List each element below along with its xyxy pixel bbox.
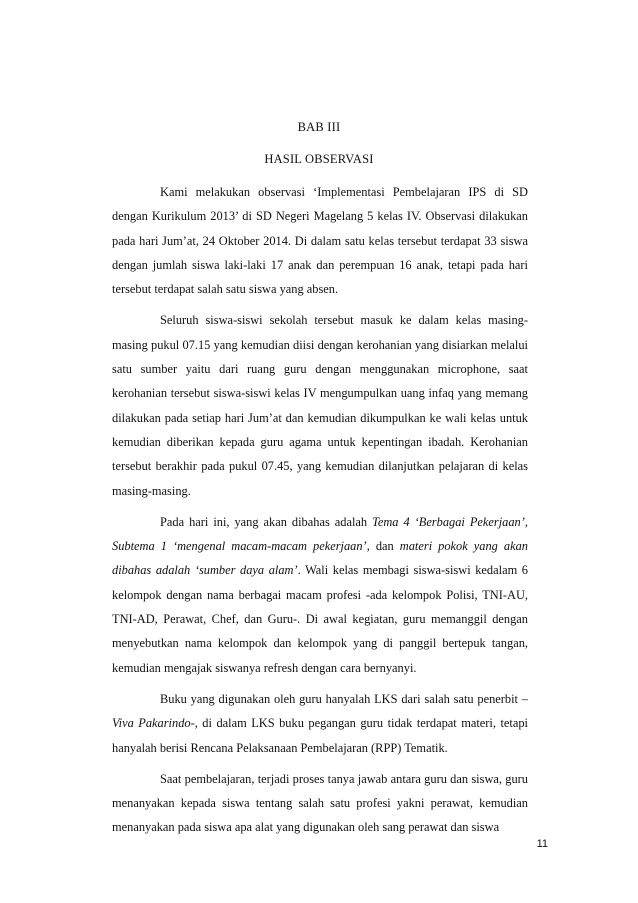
document-body: [112, 180, 528, 840]
paragraph-3-italic-2: materi pokok yang akan dibahas adalah ‘sumber daya alam’: [112, 539, 529, 578]
paragraph-5: Saat pembelajaran, terjadi proses tanya jawab antara guru dan siswa, guru menanyakan kepada siswa tentang salah satu profesi yakni perawat, kemudian menanyakan pada siswa apa alat yang digunakan oleh sang perawat dan siswa: [112, 771, 528, 835]
paragraph-4-italic-1: Viva Pakarindo-: [112, 716, 195, 731]
paragraph-3-text-1: Pada hari ini, yang akan dibahas adalah: [160, 514, 373, 529]
chapter-heading: BAB III: [297, 120, 341, 134]
paragraph-3-text-2: , dan: [366, 539, 400, 554]
paragraph-3-italic-1: Tema 4 ‘Berbagai Pekerjaan’, Subtema 1 ‘mengenal macam-macam pekerjaan’: [112, 514, 528, 554]
page-number: 11: [536, 838, 548, 850]
paragraph-2: Seluruh siswa-siswi sekolah tersebut masuk ke dalam kelas masing-masing pukul 07.15 yang kemudian diisi dengan kerohanian yang disiarkan melalui satu sumber yaitu dari ruang guru dengan menggunakan microphone, saat kerohanian tersebut siswa-siswi kelas IV mengumpulkan uang infaq yang memang dilakukan pada setiap hari Jum’at dan kemudian dikumpulkan ke wali kelas untuk kemudian diberikan kepada guru agama untuk kepentingan ibadah. Kerohanian tersebut berakhir pada pukul 07.45, yang kemudian dilanjutkan pelajaran di kelas masing-masing.: [112, 313, 528, 498]
paragraph-4: [112, 687, 528, 760]
paragraph-4-text-1: Buku yang digunakan oleh guru hanyalah LKS dari salah satu penerbit –: [160, 691, 528, 706]
paragraph-4-text-2: , di dalam LKS buku pegangan guru tidak terdapat materi, tetapi hanyalah berisi Rencana Pelaksanaan Pembelajaran (RPP) Tematik.: [112, 716, 528, 755]
paragraph-1: Kami melakukan observasi ‘Implementasi Pembelajaran IPS di SD dengan Kurikulum 2013’ di SD Negeri Magelang 5 kelas IV. Observasi dilakukan pada hari Jum’at, 24 Oktober 2014. Di dalam satu kelas tersebut terdapat 33 siswa dengan jumlah siswa laki-laki 17 anak dan perempuan 16 anak, tetapi pada hari tersebut terdapat salah satu siswa yang absen.: [112, 185, 528, 297]
paragraph-3: [112, 510, 528, 680]
chapter-title: HASIL OBSERVASI: [264, 152, 374, 166]
paragraph-3-text-3: . Wali kelas membagi siswa-siswi kedalam 6 kelompok dengan nama berbagai macam profesi -ada kelompok Polisi, TNI-AU, TNI-AD, Perawat, Chef, dan Guru-. Di awal kegiatan, guru memanggil dengan menyebutkan nama kelompok dan kelompok yang di panggil bertepuk tangan, kemudian mengajak siswanya refresh dengan cara bernyanyi.: [112, 563, 528, 675]
